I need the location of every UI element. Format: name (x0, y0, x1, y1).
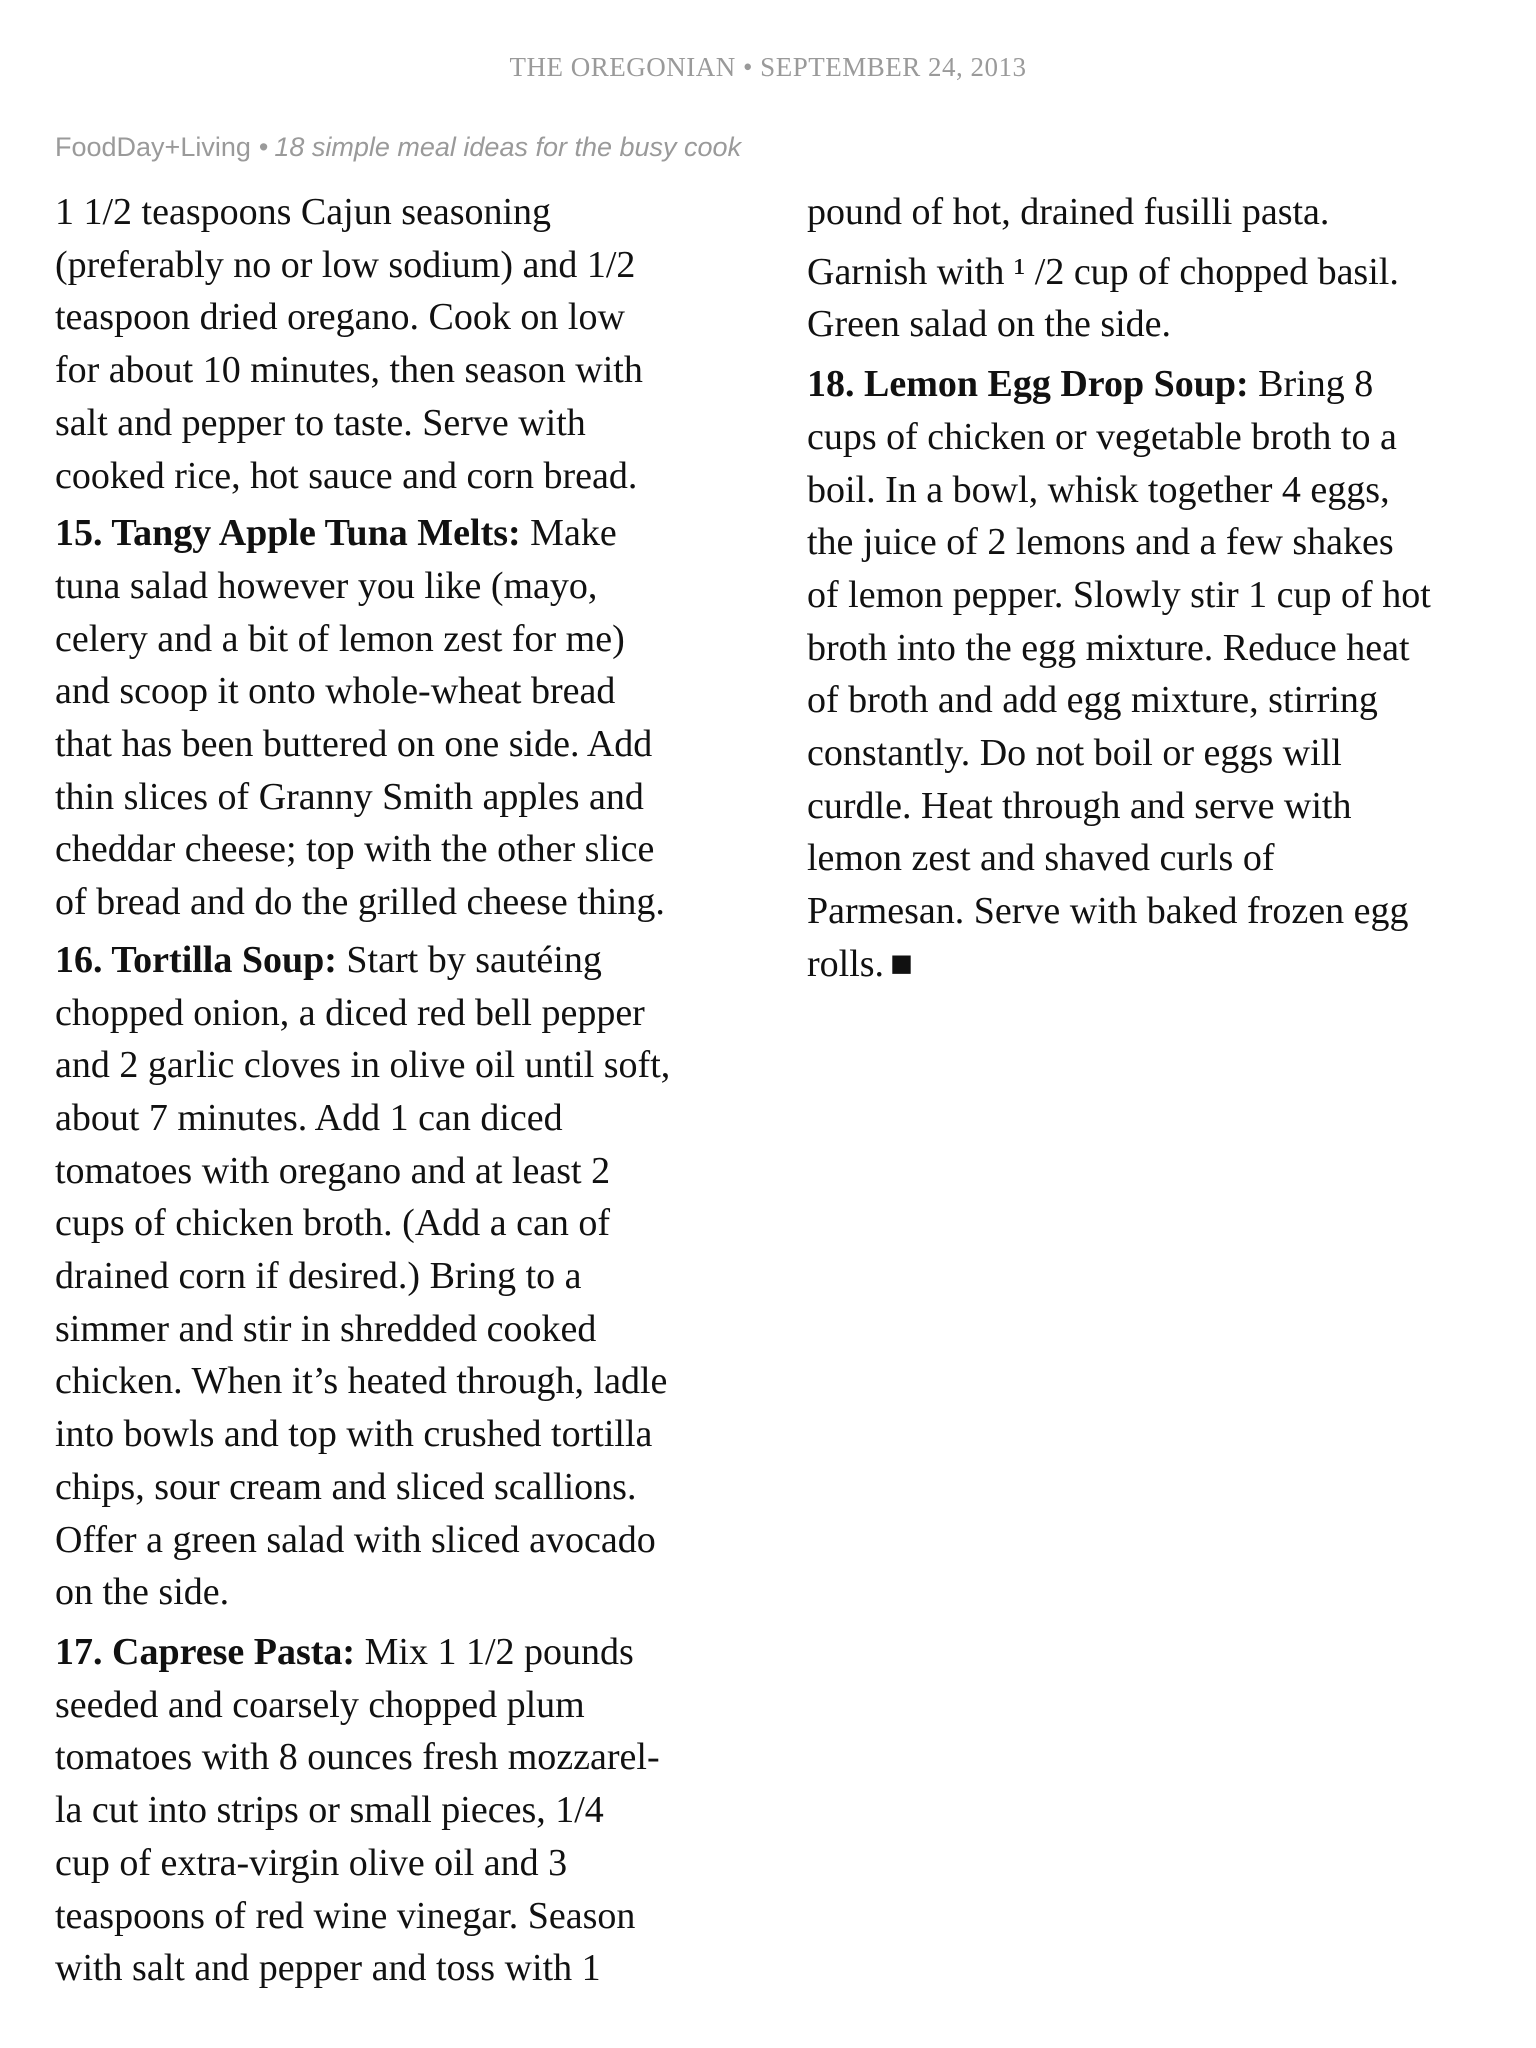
text-run: Bring 8 (1248, 363, 1374, 406)
text-line: Green salad on the side. (807, 303, 1172, 346)
article-title: 18 simple meal ideas for the busy cook (274, 132, 742, 162)
recipe-15 (55, 507, 755, 929)
recipe-16 (55, 934, 755, 1619)
section-separator: • (258, 132, 269, 162)
text-line: celery and a bit of lemon zest for me) (55, 617, 625, 660)
text-line: cups of chicken or vegetable broth to a (807, 415, 1397, 458)
recipe-16-first-line (55, 934, 755, 987)
left-column (55, 186, 755, 1995)
text-line: constantly. Do not boil or eggs will (807, 732, 1342, 775)
text-line: and 2 garlic cloves in olive oil until soft, (55, 1044, 671, 1087)
text-line: of broth and add egg mixture, stirring (807, 679, 1378, 722)
text-line: cooked rice, hot sauce and corn bread. (55, 454, 638, 497)
text-line: 1 1/2 teaspoons Cajun seasoning (55, 191, 552, 233)
section-name: FoodDay+Living (55, 132, 251, 162)
recipe-18-last-line (807, 938, 1507, 991)
section-header (55, 132, 741, 163)
paragraph-14-continued (55, 186, 755, 502)
text-line: chicken. When it’s heated through, ladle (55, 1360, 668, 1403)
text-line: boil. In a bowl, whisk together 4 eggs, (807, 468, 1390, 511)
text-line: la cut into strips or small pieces, 1/4 (55, 1789, 604, 1832)
text-line: salt and pepper to taste. Serve with (55, 401, 586, 444)
text-line: lemon zest and shaved curls of (807, 837, 1275, 880)
recipe-18-first-line (807, 358, 1507, 411)
masthead: THE OREGONIAN • SEPTEMBER 24, 2013 (509, 52, 1027, 82)
text-line: cups of chicken broth. (Add a can of (55, 1202, 611, 1245)
text-line: drained corn if desired.) Bring to a (55, 1255, 582, 1298)
recipe-17-first-line (55, 1626, 755, 1679)
text-line: the juice of 2 lemons and a few shakes (807, 521, 1394, 564)
text-run: Start by sautéing (336, 938, 602, 981)
text-line: seeded and coarsely chopped plum (55, 1683, 585, 1726)
text-line: pound of hot, drained fusilli pasta. (807, 191, 1330, 233)
text-run: Mix 1 1/2 pounds (355, 1630, 634, 1673)
text-line: (preferably no or low sodium) and 1/2 (55, 243, 636, 286)
text-line: simmer and stir in shredded cooked (55, 1307, 597, 1350)
text-line: Offer a green salad with sliced avocado (55, 1518, 656, 1561)
right-column (807, 186, 1507, 991)
text-run: Make (520, 512, 617, 555)
text-line: chips, sour cream and sliced scallions. (55, 1465, 637, 1508)
text-line: teaspoons of red wine vinegar. Season (55, 1894, 636, 1937)
recipe-18 (807, 358, 1507, 990)
text-line: curdle. Heat through and serve with (807, 784, 1352, 827)
text-line: into bowls and top with crushed tortilla (55, 1413, 653, 1456)
recipe-15-first-line (55, 507, 755, 560)
text-line: tomatoes with 8 ounces fresh mozzarel- (55, 1736, 660, 1779)
text-line: for about 10 minutes, then season with (55, 349, 643, 392)
recipe-16-heading: 16. Tortilla Soup: (55, 938, 337, 981)
text-line: of lemon pepper. Slowly stir 1 cup of hot (807, 573, 1431, 616)
text-line: chopped onion, a diced red bell pepper (55, 991, 645, 1034)
text-line: and scoop it onto whole-wheat bread (55, 670, 616, 713)
recipe-17-continued (807, 186, 1507, 239)
recipe-17 (55, 1626, 755, 1995)
text-run: rolls. (807, 942, 885, 985)
text-line: Parmesan. Serve with baked frozen egg (807, 890, 1409, 933)
text-line: tuna salad however you like (mayo, (55, 564, 598, 607)
text-line: of bread and do the grilled cheese thing. (55, 881, 665, 924)
text-line: about 7 minutes. Add 1 can diced (55, 1096, 563, 1139)
text-line: thin slices of Granny Smith apples and (55, 775, 644, 818)
text-line: teaspoon dried oregano. Cook on low (55, 296, 625, 339)
recipe-15-heading: 15. Tangy Apple Tuna Melts: (55, 512, 521, 555)
recipe-18-heading: 18. Lemon Egg Drop Soup: (807, 363, 1249, 406)
recipe-17-garnish (807, 246, 1507, 351)
text-line: broth into the egg mixture. Reduce heat (807, 626, 1410, 669)
text-line: cheddar cheese; top with the other slice (55, 828, 655, 871)
text-line: on the side. (55, 1571, 230, 1614)
text-line: tomatoes with oregano and at least 2 (55, 1149, 611, 1192)
recipe-17-heading: 17. Caprese Pasta: (55, 1630, 356, 1673)
text-line: Garnish with ¹ /2 cup of chopped basil. (807, 250, 1399, 293)
text-line: that has been buttered on one side. Add (55, 723, 653, 766)
text-line: cup of extra-virgin olive oil and 3 (55, 1841, 568, 1884)
end-of-article-mark: ■ (890, 942, 914, 985)
text-line: with salt and pepper and toss with 1 (55, 1947, 601, 1990)
